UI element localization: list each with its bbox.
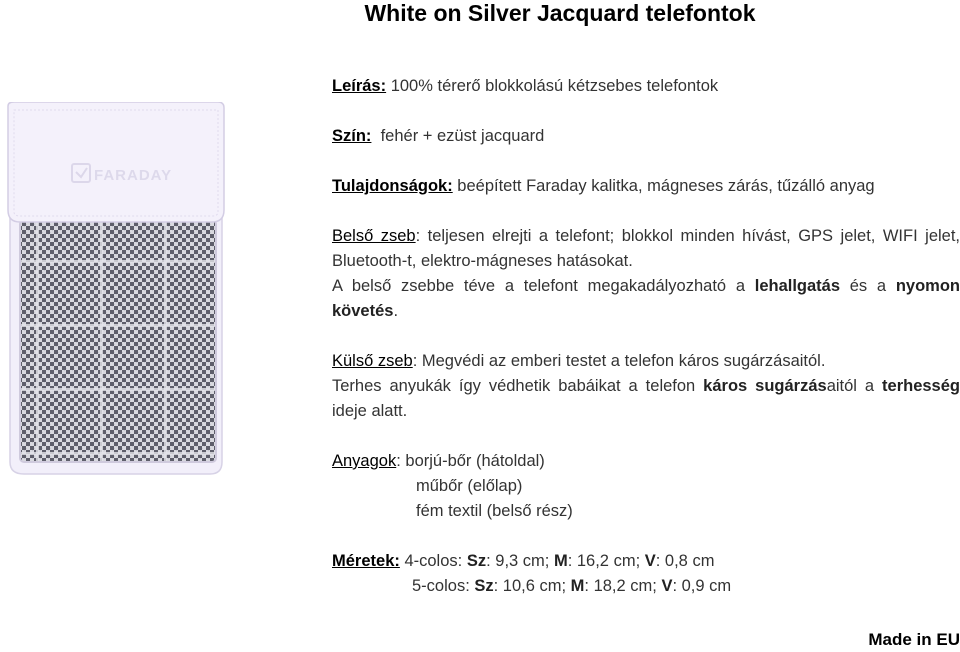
outer-pocket-section <box>332 349 960 424</box>
materials-line3: fém textil (belső rész) <box>416 502 573 520</box>
outer-pocket-label: Külső zseb <box>332 352 413 370</box>
materials-label: Anyagok <box>332 452 397 470</box>
made-in-label: Made in EU <box>868 630 960 649</box>
description-text: 100% térerő blokkolású kétzsebes telefontok <box>386 77 719 95</box>
inner-pocket-section <box>332 224 960 324</box>
jacquard-panel <box>20 220 216 462</box>
materials-line2: műbőr (előlap) <box>416 477 523 495</box>
description-label: Leírás: <box>332 77 387 95</box>
svg-text:FARADAY: FARADAY <box>94 167 173 184</box>
inner-pocket-label: Belső zseb <box>332 227 416 245</box>
inner-pocket-line2: A belső zsebbe téve a telefont megakadályozható a lehallgatás és a nyomon követés. <box>332 277 960 320</box>
description-row <box>332 74 960 99</box>
properties-label: Tulajdonságok: <box>332 177 453 195</box>
sizes-row-5inch: 5-colos: Sz: 10,6 cm; M: 18,2 cm; V: 0,9 cm <box>412 577 732 595</box>
page-title: White on Silver Jacquard telefontok <box>364 0 756 26</box>
color-text: fehér + ezüst jacquard <box>371 127 545 145</box>
color-label: Szín: <box>332 127 372 145</box>
properties-text: beépített Faraday kalitka, mágneses zárás, tűzálló anyag <box>452 177 875 195</box>
outer-pocket-line1: Külső zseb: Megvédi az emberi testet a telefon káros sugárzásaitól. <box>332 352 826 370</box>
outer-pocket-line2: Terhes anyukák így védhetik babáikat a telefon káros sugárzásaitól a terhesség ideje alatt. <box>332 377 960 420</box>
sizes-section <box>332 549 960 599</box>
sizes-row-4inch: Méretek: 4-colos: Sz: 9,3 cm; M: 16,2 cm; V: 0,8 cm <box>332 552 715 570</box>
phone-pouch-image <box>6 102 228 478</box>
materials-section <box>332 449 960 524</box>
properties-row <box>332 174 960 199</box>
materials-line1: Anyagok: borjú-bőr (hátoldal) <box>332 452 545 470</box>
product-details <box>332 74 960 624</box>
color-row <box>332 124 960 149</box>
inner-pocket-line1: Belső zseb: teljesen elrejti a telefont; blokkol minden hívást, GPS jelet, WIFI jelet, Bluetooth-t, elektro-mágneses hatásokat. <box>332 227 960 270</box>
sizes-label: Méretek: <box>332 552 400 570</box>
